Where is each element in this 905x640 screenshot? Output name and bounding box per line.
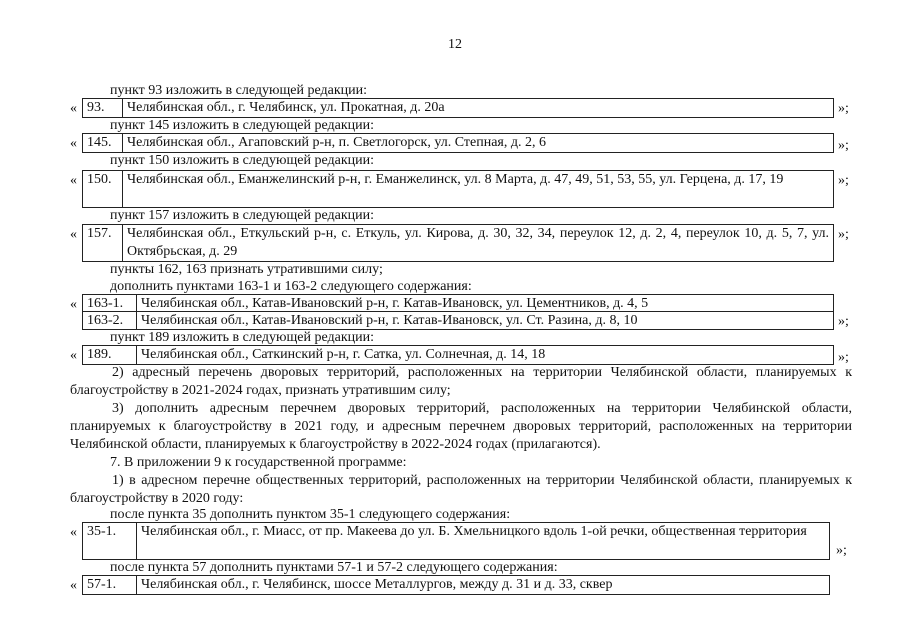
row-number: 150. (83, 171, 123, 207)
close-quote: »; (838, 101, 849, 116)
row-number: 157. (83, 225, 123, 261)
open-quote: « (70, 173, 77, 188)
table-row-150 (82, 170, 834, 208)
open-quote: « (70, 297, 77, 312)
table-163 (82, 294, 834, 330)
paragraph-7: 7. В приложении 9 к государственной программе: (110, 455, 407, 470)
table-row-157 (82, 224, 834, 262)
paragraph-2: 2) адресный перечень дворовых территорий, расположенных на территории Челябинской области, планируемых к благоустройству в 2021-2024 годах, признать утратившим силу; (70, 365, 852, 398)
row-number: 189. (83, 346, 137, 364)
caption-item-189: пункт 189 изложить в следующей редакции: (110, 330, 374, 345)
row-address: Челябинская обл., г. Миасс, от пр. Макеева до ул. Б. Хмельницкого вдоль 1-ой речки, общественная территория (141, 524, 807, 539)
close-quote: »; (838, 227, 849, 242)
table-row-163-1 (83, 295, 833, 312)
table-row-163-2 (83, 312, 833, 329)
row-number: 57-1. (83, 576, 137, 594)
row-number: 163-2. (83, 312, 137, 329)
paragraph-3: 3) дополнить адресным перечнем дворовых территорий, расположенных на территории Челябинской области, планируемых к благоустройству в 2021 году, и адресным перечнем дворовых территорий, расположенных на территории Челябинской области, планируемых к благоустройству в 2022-2024 годах (прилагаются). (70, 401, 852, 452)
row-address: Челябинская обл., Катав-Ивановский р-н, г. Катав-Ивановск, ул. Цементников, д. 4, 5 (141, 296, 649, 311)
caption-item-35-1: после пункта 35 дополнить пунктом 35-1 следующего содержания: (110, 507, 511, 522)
caption-items-57-1-57-2: после пункта 57 дополнить пунктами 57-1 и 57-2 следующего содержания: (110, 560, 558, 575)
paragraph-1: 1) в адресном перечне общественных территорий, расположенных на территории Челябинской области, планируемых к благоустройству в 2020 году: (70, 473, 852, 506)
close-quote: »; (838, 314, 849, 329)
row-number: 145. (83, 134, 123, 152)
caption-items-162-163: пункты 162, 163 признать утратившими силу; (110, 262, 383, 277)
caption-item-93: пункт 93 изложить в следующей редакции: (110, 83, 367, 98)
open-quote: « (70, 227, 77, 242)
row-address: Челябинская обл., Катав-Ивановский р-н, г. Катав-Ивановск, ул. Ст. Разина, д. 8, 10 (141, 313, 638, 328)
close-quote: »; (838, 350, 849, 365)
table-row-93 (82, 98, 834, 118)
table-row-189 (82, 345, 834, 365)
caption-item-150: пункт 150 изложить в следующей редакции: (110, 153, 374, 168)
open-quote: « (70, 348, 77, 363)
open-quote: « (70, 136, 77, 151)
close-quote: »; (838, 173, 849, 188)
open-quote: « (70, 578, 77, 593)
open-quote: « (70, 101, 77, 116)
open-quote: « (70, 525, 77, 540)
caption-item-145: пункт 145 изложить в следующей редакции: (110, 118, 374, 133)
caption-items-163-1-163-2: дополнить пунктами 163-1 и 163-2 следующего содержания: (110, 279, 472, 294)
table-row-35-1 (82, 522, 830, 560)
row-number: 93. (83, 99, 123, 117)
caption-item-157: пункт 157 изложить в следующей редакции: (110, 208, 374, 223)
row-address: Челябинская обл., Агаповский р-н, п. Светлогорск, ул. Степная, д. 2, 6 (127, 135, 546, 150)
row-number: 163-1. (83, 295, 137, 311)
table-row-145 (82, 133, 834, 153)
row-number: 35-1. (83, 523, 137, 559)
row-address: Челябинская обл., Саткинский р-н, г. Сатка, ул. Солнечная, д. 14, 18 (141, 347, 546, 362)
row-address: Челябинская обл., г. Челябинск, шоссе Металлургов, между д. 31 и д. 33, сквер (141, 577, 613, 592)
row-address: Челябинская обл., Еткульский р-н, с. Еткуль, ул. Кирова, д. 30, 32, 34, переулок 12, д. 2, 4, переулок 10, д. 5, 7, ул. Октябрьская, д. 29 (127, 226, 829, 259)
row-address: Челябинская обл., Еманжелинский р-н, г. Еманжелинск, ул. 8 Марта, д. 47, 49, 51, 53, 55, ул. Герцена, д. 17, 19 (127, 172, 784, 187)
page-number: 12 (448, 37, 462, 52)
table-row-57-1 (82, 575, 830, 595)
close-quote: »; (838, 138, 849, 153)
close-quote: »; (836, 543, 847, 558)
row-address: Челябинская обл., г. Челябинск, ул. Прокатная, д. 20а (127, 100, 445, 115)
